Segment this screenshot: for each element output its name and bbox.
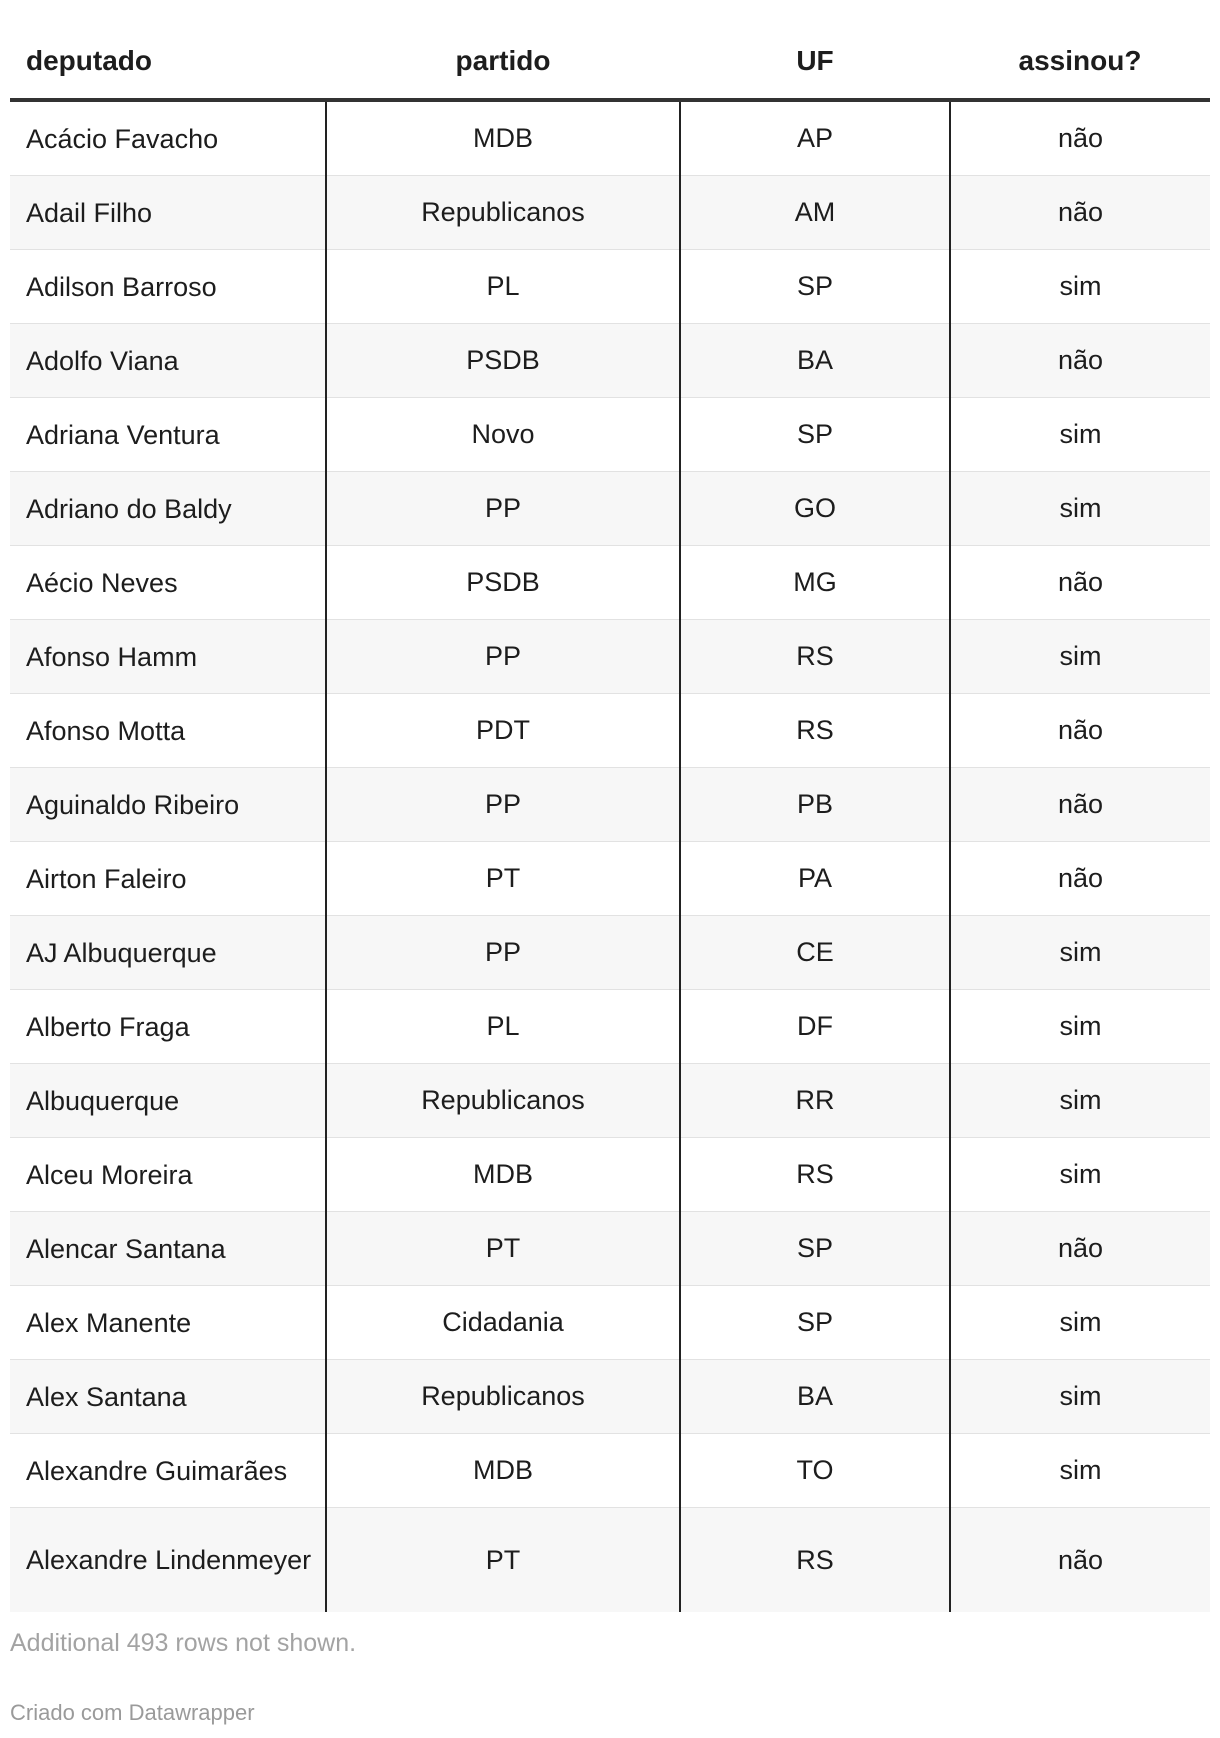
deputado-cell: Alceu Moreira: [10, 1138, 326, 1212]
assinou-cell: não: [950, 176, 1210, 250]
partido-cell: Republicanos: [326, 176, 680, 250]
table-row: [10, 324, 1210, 398]
table-row: [10, 250, 1210, 324]
assinou-cell: não: [950, 100, 1210, 176]
uf-cell: RS: [680, 694, 950, 768]
table-row: [10, 100, 1210, 176]
deputado-cell: Alexandre Guimarães: [10, 1434, 326, 1508]
assinou-cell: sim: [950, 990, 1210, 1064]
table-row: [10, 842, 1210, 916]
uf-cell: AM: [680, 176, 950, 250]
deputado-cell: Alberto Fraga: [10, 990, 326, 1064]
partido-cell: PL: [326, 250, 680, 324]
table-body: [10, 100, 1210, 1612]
data-table: [10, 24, 1210, 1612]
uf-cell: SP: [680, 1286, 950, 1360]
byline: Criado com Datawrapper: [10, 1700, 255, 1725]
assinou-cell: sim: [950, 472, 1210, 546]
assinou-cell: não: [950, 842, 1210, 916]
deputado-cell: Alex Manente: [10, 1286, 326, 1360]
deputado-cell: Alexandre Lindenmeyer: [10, 1508, 326, 1613]
uf-cell: RS: [680, 620, 950, 694]
uf-cell: RS: [680, 1508, 950, 1613]
uf-cell: PB: [680, 768, 950, 842]
partido-cell: PT: [326, 1212, 680, 1286]
table-notes: Additional 493 rows not shown.: [10, 1629, 357, 1657]
deputado-cell: Adolfo Viana: [10, 324, 326, 398]
partido-cell: MDB: [326, 1138, 680, 1212]
table-row: [10, 472, 1210, 546]
uf-cell: AP: [680, 100, 950, 176]
partido-cell: PP: [326, 472, 680, 546]
uf-cell: BA: [680, 324, 950, 398]
uf-cell: CE: [680, 916, 950, 990]
deputado-cell: Acácio Favacho: [10, 100, 326, 176]
deputado-cell: AJ Albuquerque: [10, 916, 326, 990]
table-row: [10, 1508, 1210, 1613]
deputado-cell: Aguinaldo Ribeiro: [10, 768, 326, 842]
partido-cell: PP: [326, 916, 680, 990]
deputado-cell: Alencar Santana: [10, 1212, 326, 1286]
assinou-cell: sim: [950, 620, 1210, 694]
uf-cell: GO: [680, 472, 950, 546]
deputado-cell: Adail Filho: [10, 176, 326, 250]
partido-cell: PT: [326, 842, 680, 916]
assinou-cell: sim: [950, 1138, 1210, 1212]
partido-cell: PSDB: [326, 546, 680, 620]
assinou-cell: não: [950, 324, 1210, 398]
assinou-cell: não: [950, 1212, 1210, 1286]
deputado-cell: Alex Santana: [10, 1360, 326, 1434]
assinou-cell: sim: [950, 1064, 1210, 1138]
assinou-cell: sim: [950, 1286, 1210, 1360]
header-row: [10, 24, 1210, 100]
assinou-cell: sim: [950, 1360, 1210, 1434]
partido-cell: MDB: [326, 100, 680, 176]
uf-cell: TO: [680, 1434, 950, 1508]
partido-cell: PP: [326, 620, 680, 694]
table-row: [10, 1286, 1210, 1360]
assinou-cell: não: [950, 694, 1210, 768]
uf-cell: RR: [680, 1064, 950, 1138]
table-header: [10, 24, 1210, 100]
uf-cell: SP: [680, 398, 950, 472]
uf-cell: MG: [680, 546, 950, 620]
partido-cell: PP: [326, 768, 680, 842]
partido-cell: PL: [326, 990, 680, 1064]
deputado-cell: Aécio Neves: [10, 546, 326, 620]
assinou-cell: não: [950, 768, 1210, 842]
table-row: [10, 176, 1210, 250]
assinou-cell: não: [950, 546, 1210, 620]
partido-cell: PT: [326, 1508, 680, 1613]
column-header-deputado[interactable]: deputado: [10, 24, 326, 100]
table-row: [10, 694, 1210, 768]
partido-cell: MDB: [326, 1434, 680, 1508]
table-row: [10, 768, 1210, 842]
uf-cell: SP: [680, 250, 950, 324]
column-header-assinou[interactable]: assinou?: [950, 24, 1210, 100]
table-container: [10, 24, 1210, 1612]
deputado-cell: Adriano do Baldy: [10, 472, 326, 546]
deputado-cell: Airton Faleiro: [10, 842, 326, 916]
column-header-partido[interactable]: partido: [326, 24, 680, 100]
assinou-cell: sim: [950, 398, 1210, 472]
partido-cell: PSDB: [326, 324, 680, 398]
uf-cell: SP: [680, 1212, 950, 1286]
table-row: [10, 916, 1210, 990]
table-row: [10, 990, 1210, 1064]
table-row: [10, 1138, 1210, 1212]
assinou-cell: sim: [950, 916, 1210, 990]
table-row: [10, 1434, 1210, 1508]
uf-cell: PA: [680, 842, 950, 916]
assinou-cell: sim: [950, 250, 1210, 324]
partido-cell: PDT: [326, 694, 680, 768]
deputado-cell: Afonso Motta: [10, 694, 326, 768]
partido-cell: Cidadania: [326, 1286, 680, 1360]
deputado-cell: Adilson Barroso: [10, 250, 326, 324]
table-row: [10, 398, 1210, 472]
table-row: [10, 1212, 1210, 1286]
partido-cell: Republicanos: [326, 1360, 680, 1434]
uf-cell: RS: [680, 1138, 950, 1212]
deputado-cell: Afonso Hamm: [10, 620, 326, 694]
partido-cell: Novo: [326, 398, 680, 472]
table-row: [10, 1064, 1210, 1138]
uf-cell: DF: [680, 990, 950, 1064]
deputado-cell: Adriana Ventura: [10, 398, 326, 472]
assinou-cell: não: [950, 1508, 1210, 1613]
deputado-cell: Albuquerque: [10, 1064, 326, 1138]
table-row: [10, 1360, 1210, 1434]
table-row: [10, 546, 1210, 620]
assinou-cell: sim: [950, 1434, 1210, 1508]
partido-cell: Republicanos: [326, 1064, 680, 1138]
column-header-uf[interactable]: UF: [680, 24, 950, 100]
uf-cell: BA: [680, 1360, 950, 1434]
table-row: [10, 620, 1210, 694]
